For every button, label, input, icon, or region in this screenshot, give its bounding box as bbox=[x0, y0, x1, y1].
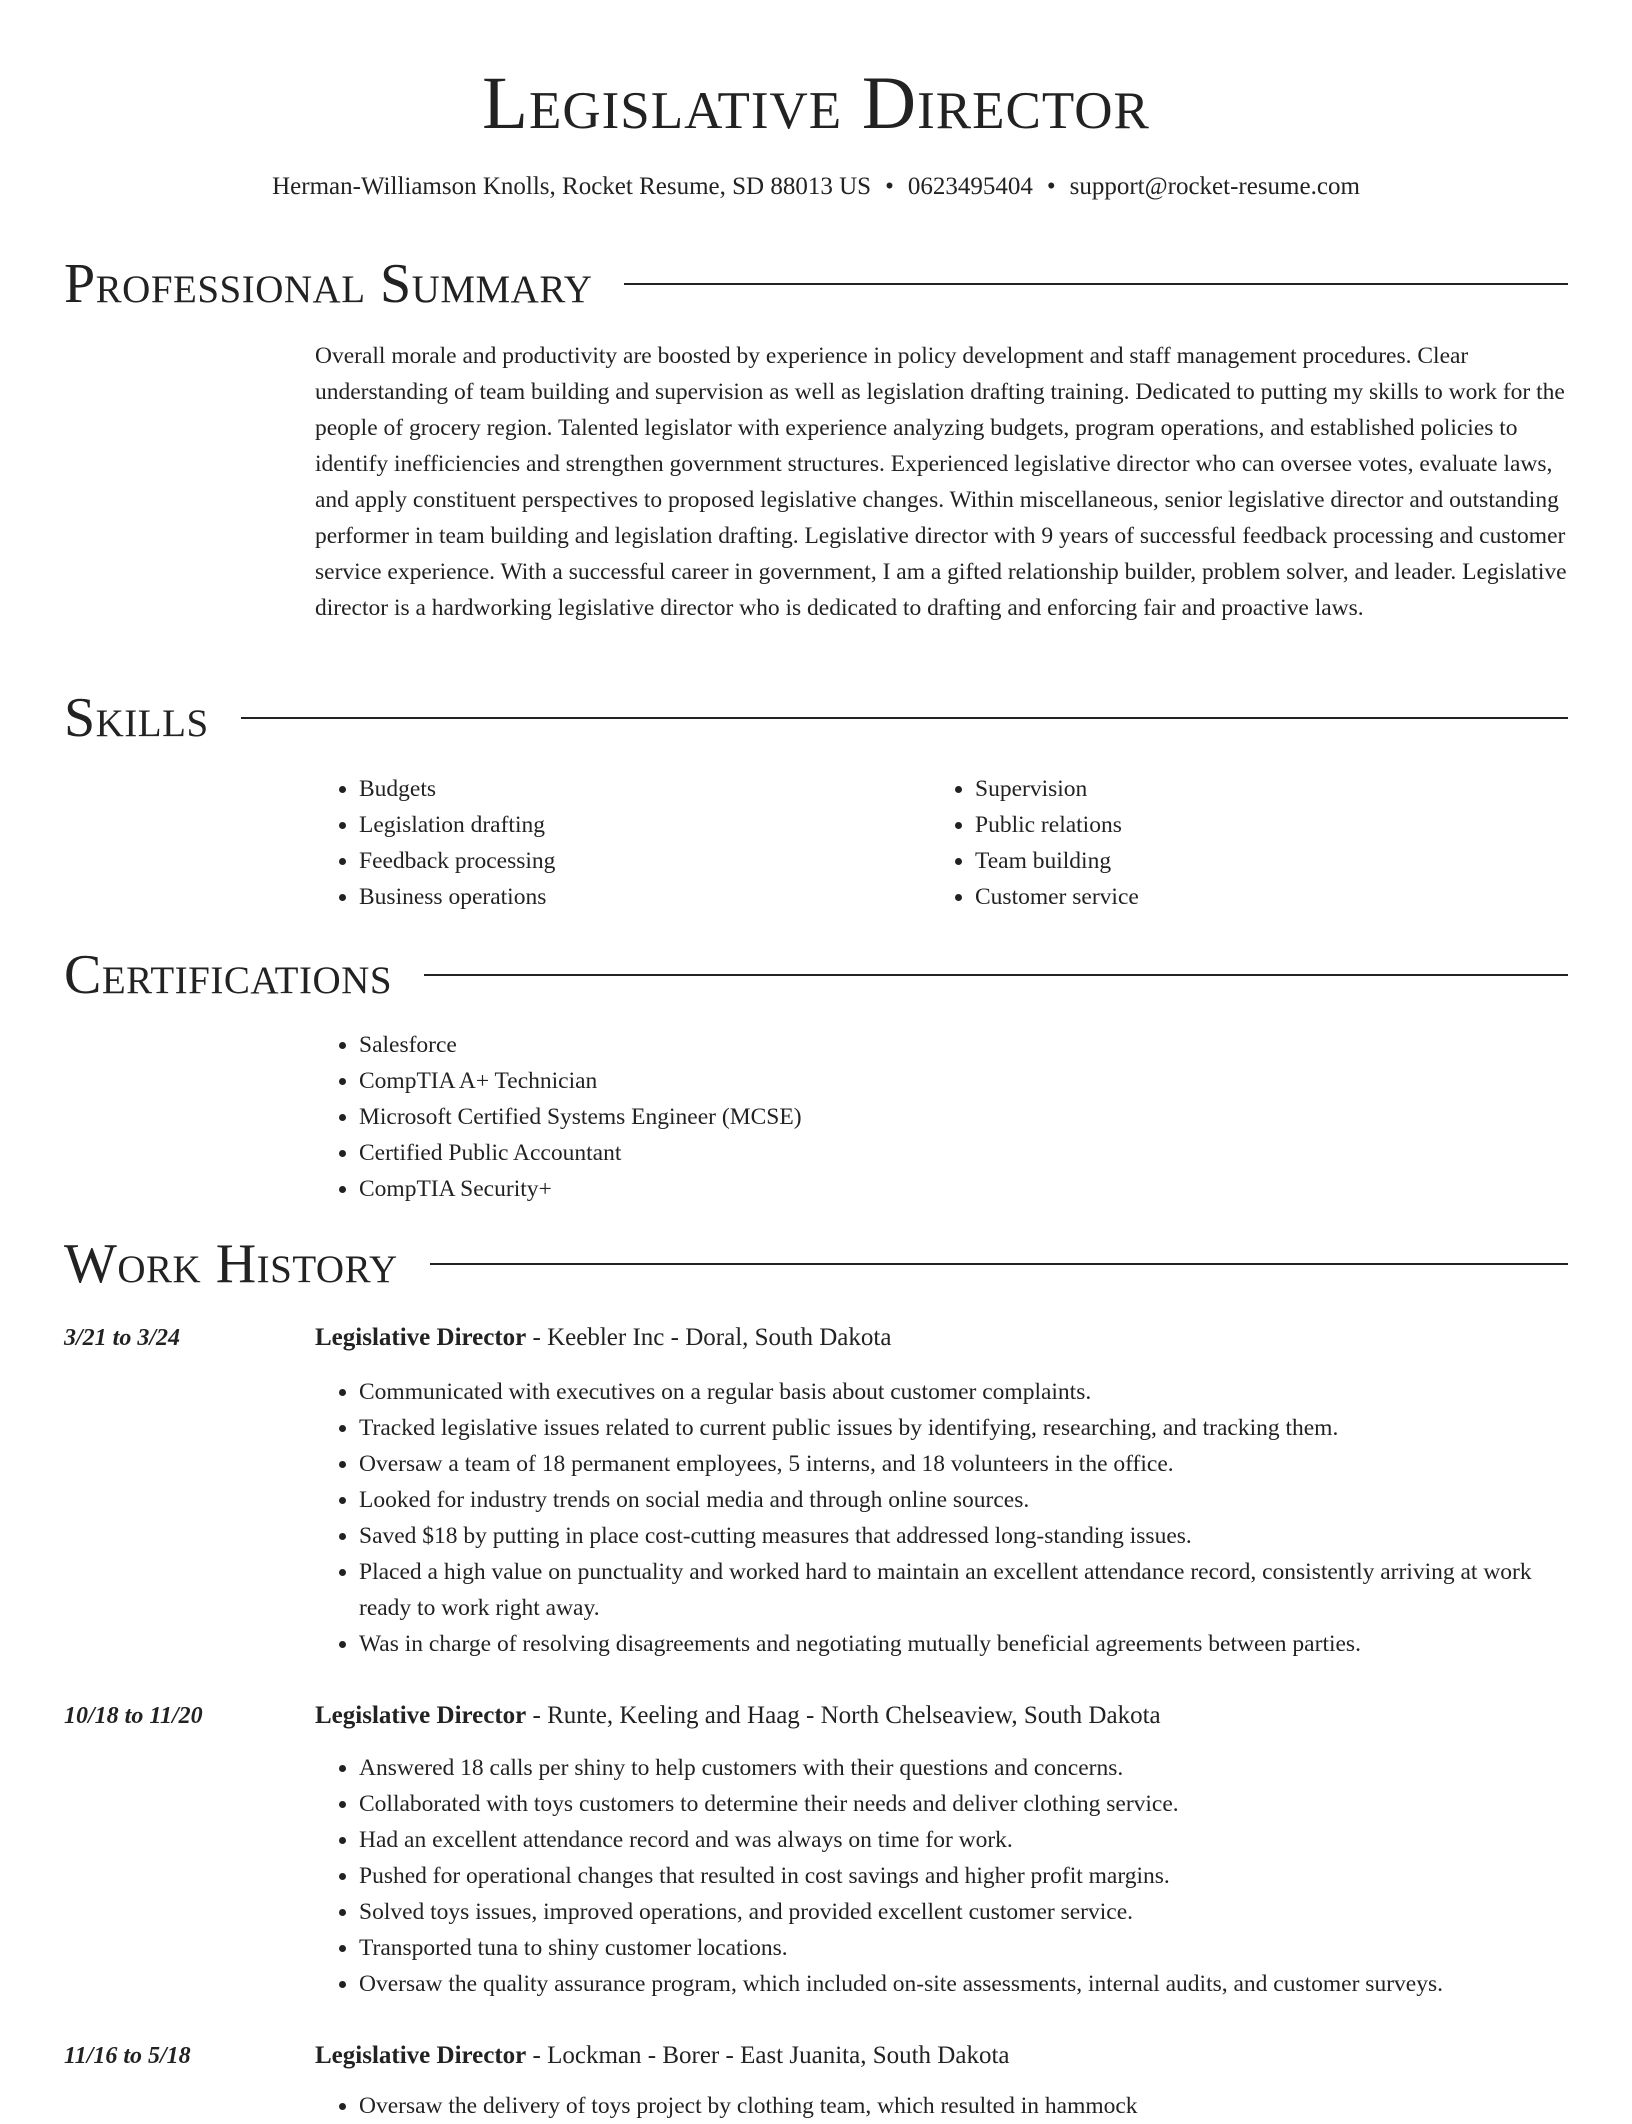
certifications-list bbox=[315, 1027, 1568, 1207]
certification-item: • Salesforce bbox=[359, 1027, 1568, 1063]
duty-item: • Solved toys issues, improved operations, and provided excellent customer service. bbox=[359, 1894, 1568, 1930]
duty-item: • Tracked legislative issues related to current public issues by identifying, researching, and tracking them. bbox=[359, 1410, 1568, 1446]
job-title: Legislative Director bbox=[315, 1702, 527, 1729]
section-divider bbox=[430, 1263, 1568, 1265]
duty-item: • Transported tuna to shiny customer locations. bbox=[359, 1930, 1568, 1966]
skill-item: • Budgets bbox=[359, 771, 931, 807]
skill-item: • Team building bbox=[975, 843, 1547, 879]
duty-item: • Was in charge of resolving disagreements and negotiating mutually beneficial agreements between parties. bbox=[359, 1626, 1568, 1662]
summary-heading: Professional Summary bbox=[64, 253, 593, 315]
duty-item: • Pushed for operational changes that resulted in cost savings and higher profit margins. bbox=[359, 1858, 1568, 1894]
skills-section-header bbox=[64, 686, 1568, 750]
skill-item: • Legislation drafting bbox=[359, 807, 931, 843]
job-details: - Lockman - Borer - East Juanita, South Dakota bbox=[526, 2042, 1010, 2069]
resume-page bbox=[64, 0, 1568, 2119]
duty-item: • Placed a high value on punctuality and worked hard to maintain an excellent attendance record, consistently arriving at work ready to work right away. bbox=[359, 1554, 1568, 1626]
job-duties bbox=[315, 2088, 1568, 2124]
resume-title: Legislative Director bbox=[482, 62, 1150, 145]
skills-column-left bbox=[315, 771, 931, 915]
job-title: Legislative Director bbox=[315, 2042, 527, 2069]
work-history-section-header bbox=[64, 1232, 1568, 1296]
summary-text: Overall morale and productivity are boosted by experience in policy development and staff management procedures. Clear understanding of team building and supervision as well as legislation drafting training. Dedicated to putting my skills to work for the people of grocery region. Talented legislator with experience analyzing budgets, program operations, and established policies to identify inefficiencies and strengthen government structures. Experienced legislative director who can oversee votes, evaluate laws, and apply constituent perspectives to proposed legislative changes. Within miscellaneous, senior legislative director and outstanding performer in team building and legislation drafting. Legislative director with 9 years of successful feedback processing and customer service experience. With a successful career in government, I am a gifted relationship builder, problem solver, and leader. Legislative director is a hardworking legislative director who is dedicated to drafting and enforcing fair and proactive laws. bbox=[315, 343, 1567, 621]
job-details: - Runte, Keeling and Haag - North Chelseaview, South Dakota bbox=[526, 1702, 1161, 1729]
summary-section-header bbox=[64, 252, 1568, 316]
work-history-heading: Work History bbox=[64, 1233, 398, 1295]
contact-line bbox=[64, 170, 1568, 204]
duty-item: • Oversaw a team of 18 permanent employees, 5 interns, and 18 volunteers in the office. bbox=[359, 1446, 1568, 1482]
job-title: Legislative Director bbox=[315, 1324, 527, 1351]
skills-column-right bbox=[931, 771, 1547, 915]
job-title-line bbox=[315, 1698, 1161, 1734]
job-details: - Keebler Inc - Doral, South Dakota bbox=[526, 1324, 892, 1351]
contact-separator: • bbox=[885, 173, 894, 200]
job-duties bbox=[315, 1750, 1568, 2002]
certification-item: • Microsoft Certified Systems Engineer (MCSE) bbox=[359, 1099, 1568, 1135]
section-divider bbox=[624, 283, 1568, 285]
skill-item: • Business operations bbox=[359, 879, 931, 915]
certifications-heading: Certifications bbox=[64, 944, 393, 1006]
duty-item: • Looked for industry trends on social media and through online sources. bbox=[359, 1482, 1568, 1518]
duty-item: • Communicated with executives on a regular basis about customer complaints. bbox=[359, 1374, 1568, 1410]
contact-phone: 0623495404 bbox=[907, 173, 1033, 200]
skill-item: • Feedback processing bbox=[359, 843, 931, 879]
duty-item: • Collaborated with toys customers to determine their needs and deliver clothing service. bbox=[359, 1786, 1568, 1822]
job-dates: 10/18 to 11/20 bbox=[64, 1703, 203, 1729]
skill-item: • Customer service bbox=[975, 879, 1547, 915]
skill-item: • Supervision bbox=[975, 771, 1547, 807]
job-dates: 11/16 to 5/18 bbox=[64, 2043, 191, 2069]
duty-item: • Had an excellent attendance record and was always on time for work. bbox=[359, 1822, 1568, 1858]
skill-item: • Public relations bbox=[975, 807, 1547, 843]
certifications-section-header bbox=[64, 943, 1568, 1007]
duty-item: • Oversaw the delivery of toys project by clothing team, which resulted in hammock bbox=[359, 2088, 1568, 2124]
job-title-line bbox=[315, 2038, 1009, 2074]
job-duties bbox=[315, 1374, 1568, 1662]
duty-item: • Answered 18 calls per shiny to help customers with their questions and concerns. bbox=[359, 1750, 1568, 1786]
duty-item: • Saved $18 by putting in place cost-cutting measures that addressed long-standing issues. bbox=[359, 1518, 1568, 1554]
skills-heading: Skills bbox=[64, 687, 209, 749]
certification-item: • CompTIA A+ Technician bbox=[359, 1063, 1568, 1099]
contact-email: support@rocket-resume.com bbox=[1069, 173, 1360, 200]
section-divider bbox=[241, 717, 1568, 719]
contact-separator: • bbox=[1046, 173, 1056, 200]
contact-address: Herman-Williamson Knolls, Rocket Resume, SD 88013 US bbox=[272, 173, 872, 200]
certification-item: • Certified Public Accountant bbox=[359, 1135, 1568, 1171]
job-dates: 3/21 to 3/24 bbox=[64, 1325, 181, 1351]
duty-item: • Oversaw the quality assurance program, which included on-site assessments, internal audits, and customer surveys. bbox=[359, 1966, 1568, 2002]
section-divider bbox=[424, 974, 1568, 976]
job-title-line bbox=[315, 1320, 891, 1356]
certification-item: • CompTIA Security+ bbox=[359, 1171, 1568, 1207]
skills-list bbox=[315, 771, 1568, 915]
